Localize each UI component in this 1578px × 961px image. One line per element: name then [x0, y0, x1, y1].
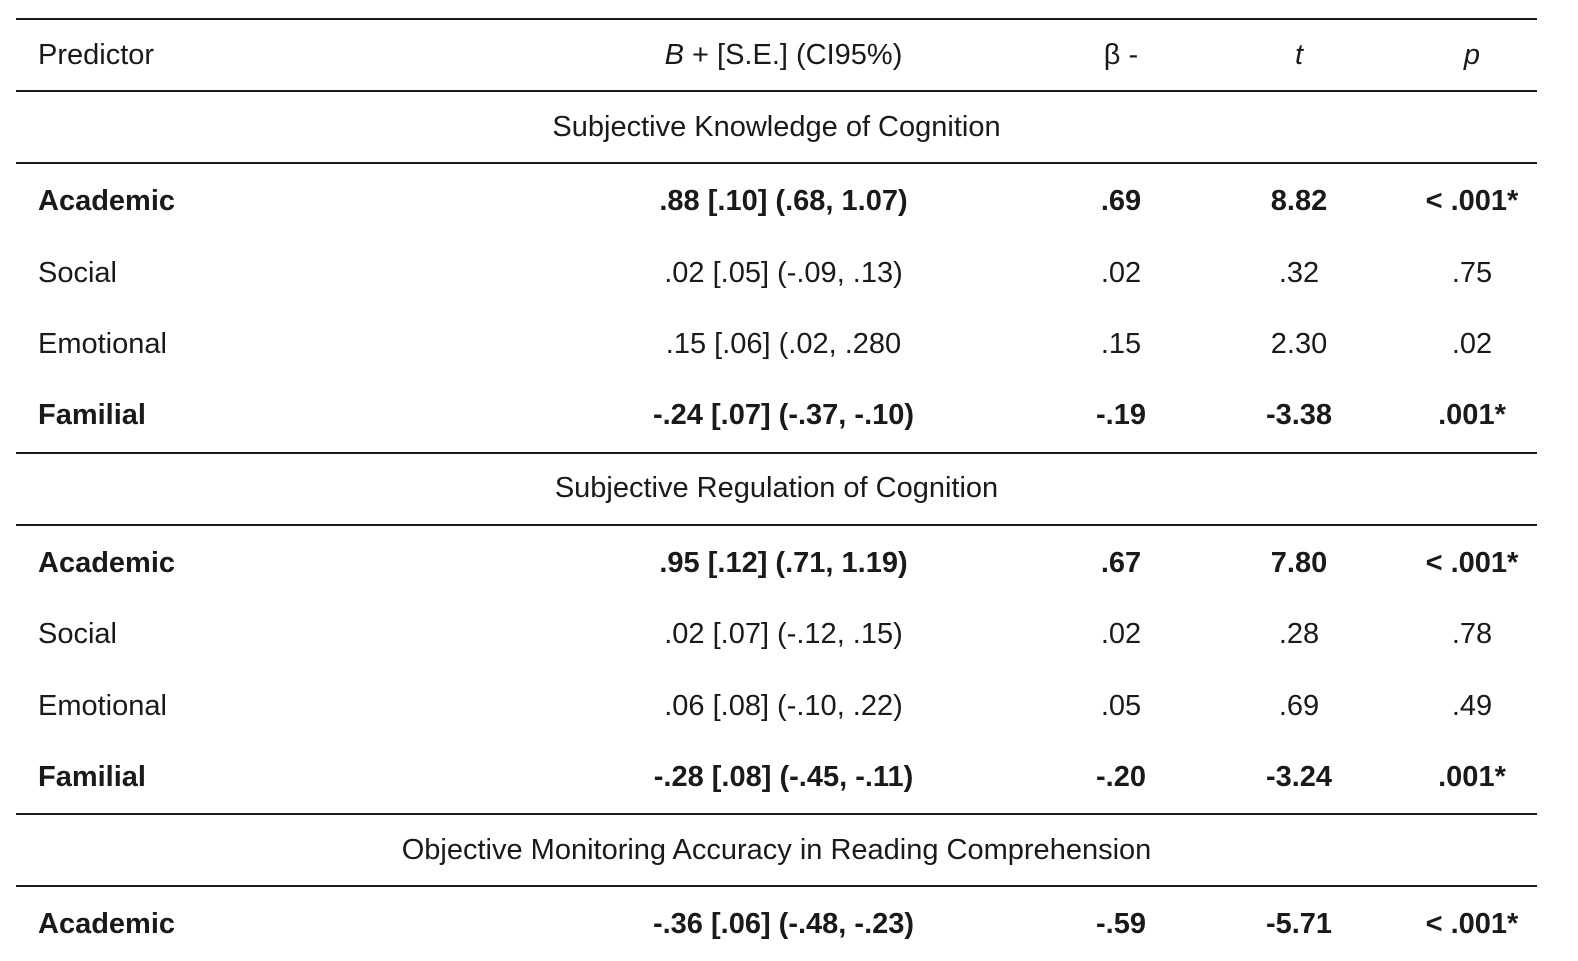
table-row	[16, 163, 1537, 237]
section-header-row	[16, 91, 1537, 163]
header-b-rest: + [S.E.] (CI95%)	[683, 38, 903, 71]
header-p	[1407, 19, 1537, 91]
table-row	[16, 237, 1537, 308]
beta-cell: -.19	[1096, 399, 1146, 432]
p-cell: .75	[1451, 256, 1493, 289]
beta-cell: .67	[1100, 546, 1142, 579]
section-title: Objective Monitoring Accuracy in Reading Comprehension	[16, 814, 1537, 886]
b-cell: .02 [.07] (-.12, .15)	[664, 618, 903, 651]
header-b	[516, 19, 1051, 91]
b-cell: -.28 [.08] (-.45, -.11)	[653, 760, 914, 793]
predictor-cell: Emotional	[38, 327, 167, 360]
p-cell: < .001*	[1425, 546, 1519, 579]
t-cell: -5.71	[1265, 908, 1333, 941]
p-cell: .78	[1451, 618, 1493, 651]
table-row	[16, 742, 1537, 814]
table-row	[16, 599, 1537, 670]
predictor-cell: Familial	[38, 399, 146, 432]
header-beta: β -	[1103, 38, 1139, 71]
p-cell: .001*	[1438, 399, 1506, 432]
predictor-cell: Social	[38, 256, 117, 289]
b-cell: .15 [.06] (.02, .280	[665, 327, 902, 360]
header-predictor: Predictor	[38, 38, 155, 71]
predictor-cell: Social	[38, 618, 117, 651]
beta-cell: .69	[1100, 185, 1142, 218]
t-cell: .69	[1278, 689, 1320, 722]
header-t-label: t	[1294, 38, 1304, 71]
b-cell: .95 [.12] (.71, 1.19)	[659, 546, 908, 579]
predictor-cell: Academic	[38, 908, 176, 941]
beta-cell: -.59	[1096, 908, 1146, 941]
b-cell: -.36 [.06] (-.48, -.23)	[652, 908, 915, 941]
p-cell: < .001*	[1425, 185, 1519, 218]
t-cell: 7.80	[1270, 546, 1328, 579]
p-cell: .02	[1451, 327, 1493, 360]
regression-table	[16, 18, 1537, 961]
header-row	[16, 19, 1537, 91]
table-row	[16, 670, 1537, 741]
section-title: Subjective Knowledge of Cognition	[16, 91, 1537, 163]
table-row	[16, 886, 1537, 960]
table-body	[16, 91, 1537, 961]
b-cell: .88 [.10] (.68, 1.07)	[659, 185, 908, 218]
beta-cell: -.20	[1096, 760, 1146, 793]
t-cell: .32	[1278, 256, 1320, 289]
predictor-cell: Familial	[38, 760, 146, 793]
header-b-symbol: B	[664, 38, 684, 71]
header-t	[1191, 19, 1407, 91]
predictor-cell: Academic	[38, 546, 176, 579]
beta-cell: .15	[1100, 327, 1142, 360]
table-row	[16, 309, 1537, 380]
predictor-cell: Academic	[38, 185, 176, 218]
header-p-label: p	[1463, 38, 1481, 71]
t-cell: -3.24	[1265, 760, 1333, 793]
predictor-cell: Emotional	[38, 689, 167, 722]
table-row	[16, 525, 1537, 599]
p-cell: < .001*	[1425, 908, 1519, 941]
beta-cell: .02	[1100, 256, 1142, 289]
t-cell: 8.82	[1270, 185, 1328, 218]
p-cell: .49	[1451, 689, 1493, 722]
beta-cell: .05	[1100, 689, 1142, 722]
regression-table-container	[16, 18, 1537, 961]
t-cell: 2.30	[1270, 327, 1328, 360]
b-cell: .02 [.05] (-.09, .13)	[664, 256, 903, 289]
section-header-row	[16, 453, 1537, 525]
t-cell: -3.38	[1265, 399, 1333, 432]
p-cell: .001*	[1438, 760, 1506, 793]
table-header	[16, 19, 1537, 91]
section-header-row	[16, 814, 1537, 886]
table-row	[16, 380, 1537, 452]
beta-cell: .02	[1100, 618, 1142, 651]
section-title: Subjective Regulation of Cognition	[16, 453, 1537, 525]
b-cell: .06 [.08] (-.10, .22)	[664, 689, 903, 722]
t-cell: .28	[1278, 618, 1320, 651]
b-cell: -.24 [.07] (-.37, -.10)	[652, 399, 915, 432]
